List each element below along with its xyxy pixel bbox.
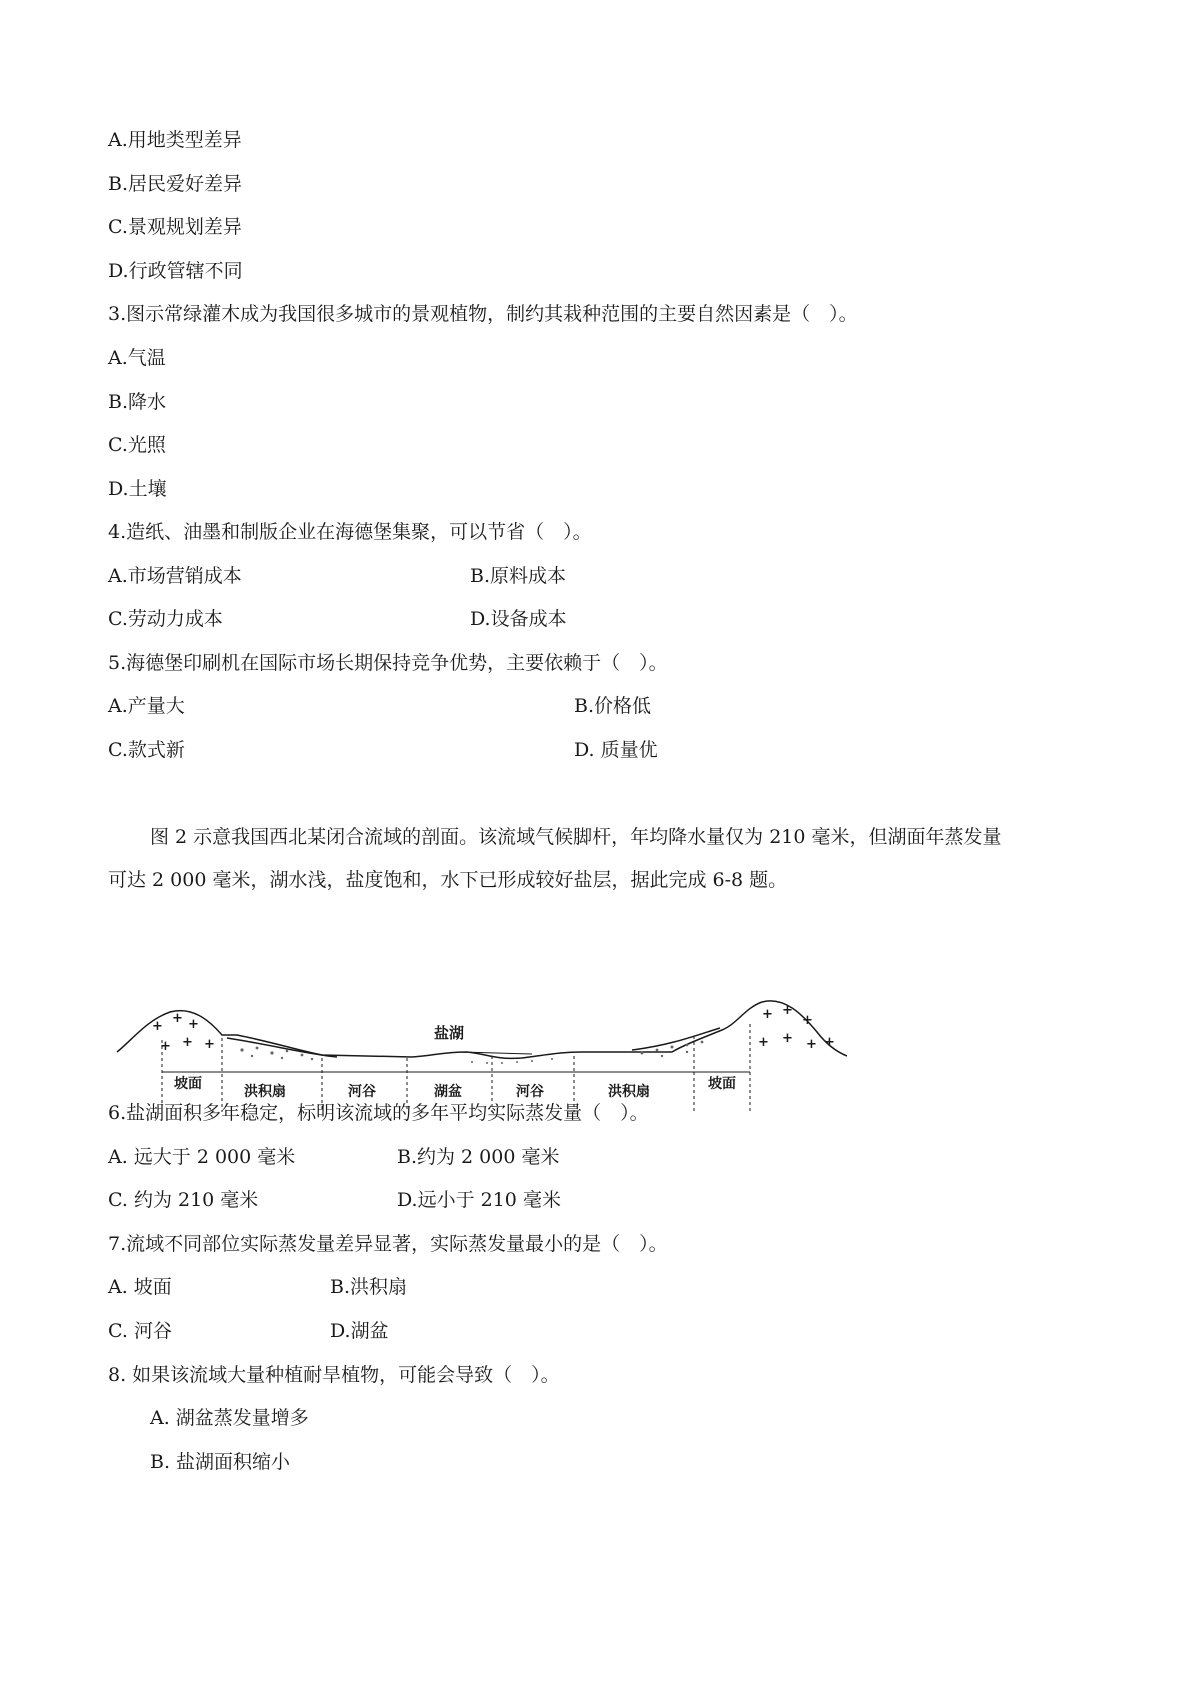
q6-option-b: B.约为 2 000 毫米: [397, 1146, 560, 1168]
q6-option-a: A. 远大于 2 000 毫米: [108, 1146, 296, 1168]
q4-option-d: D.设备成本: [470, 608, 567, 630]
q7-option-d: D.湖盆: [330, 1320, 389, 1342]
svg-text:+: +: [806, 1037, 817, 1052]
zone-slope-left: 坡面: [174, 1076, 202, 1092]
q7-option-c: C. 河谷: [108, 1320, 172, 1342]
q3-option-c: C.光照: [108, 434, 166, 456]
q2-option-b: B.居民爱好差异: [108, 173, 243, 195]
q8-option-b: B. 盐湖面积缩小: [150, 1451, 291, 1473]
q8-stem: 8. 如果该流域大量种植耐旱植物，可能会导致（ ）。: [108, 1364, 560, 1386]
svg-text:+: +: [188, 1017, 199, 1032]
q3-stem: 3.图示常绿灌木成为我国很多城市的景观植物，制约其栽种范围的主要自然因素是（ ）。: [108, 303, 858, 325]
q7-option-b: B.洪积扇: [330, 1276, 408, 1298]
svg-text:+: +: [172, 1011, 183, 1026]
passage-line-1: 图 2 示意我国西北某闭合流域的剖面。该流域气候脚杆，年均降水量仅为 210 毫米，但湖面年蒸发量: [150, 826, 1002, 848]
q2-option-c: C.景观规划差异: [108, 216, 242, 238]
svg-text:+: +: [758, 1035, 769, 1050]
svg-text:+: +: [824, 1035, 835, 1050]
q6-option-d: D.远小于 210 毫米: [397, 1189, 561, 1211]
svg-text:+: +: [204, 1037, 215, 1052]
zone-basin: 湖盆: [434, 1084, 462, 1100]
q8-option-a: A. 湖盆蒸发量增多: [150, 1407, 309, 1429]
basin-profile-figure: [112, 990, 882, 1120]
svg-text:+: +: [782, 1003, 793, 1018]
q5-option-d: D. 质量优: [574, 739, 658, 761]
passage-line-2: 可达 2 000 毫米，湖水浅，盐度饱和，水下已形成较好盐层，据此完成 6-8 题。: [108, 869, 788, 891]
zone-fan-left: 洪积扇: [244, 1084, 286, 1100]
zone-slope-right: 坡面: [708, 1076, 736, 1092]
svg-text:+: +: [762, 1007, 773, 1022]
q6-stem: 6.盐湖面积多年稳定，标明该流域的多年平均实际蒸发量（ ）。: [108, 1102, 649, 1124]
q7-stem: 7.流域不同部位实际蒸发量差异显著，实际蒸发量最小的是（ ）。: [108, 1233, 668, 1255]
q3-option-d: D.土壤: [108, 478, 167, 500]
q2-option-d: D.行政管辖不同: [108, 260, 243, 282]
svg-text:+: +: [782, 1031, 793, 1046]
zone-valley-right: 河谷: [516, 1084, 544, 1100]
q4-option-b: B.原料成本: [470, 565, 567, 587]
q5-option-a: A.产量大: [108, 695, 185, 717]
q3-option-a: A.气温: [108, 347, 166, 369]
q6-option-c: C. 约为 210 毫米: [108, 1189, 259, 1211]
svg-text:+: +: [182, 1035, 193, 1050]
q5-option-c: C.款式新: [108, 739, 185, 761]
q5-option-b: B.价格低: [574, 695, 652, 717]
salt-lake-label: 盐湖: [434, 1024, 465, 1042]
q7-option-a: A. 坡面: [108, 1276, 172, 1298]
q4-option-a: A.市场营销成本: [108, 565, 242, 587]
zone-valley-left: 河谷: [348, 1084, 376, 1100]
svg-text:+: +: [152, 1019, 163, 1034]
q4-stem: 4.造纸、油墨和制版企业在海德堡集聚，可以节省（ ）。: [108, 521, 592, 543]
q5-stem: 5.海德堡印刷机在国际市场长期保持竞争优势，主要依赖于（ ）。: [108, 652, 668, 674]
q3-option-b: B.降水: [108, 391, 167, 413]
q4-option-c: C.劳动力成本: [108, 608, 223, 630]
svg-text:+: +: [802, 1013, 813, 1028]
q2-option-a: A.用地类型差异: [108, 129, 242, 151]
svg-text:+: +: [160, 1039, 171, 1054]
zone-fan-right: 洪积扇: [608, 1084, 650, 1100]
